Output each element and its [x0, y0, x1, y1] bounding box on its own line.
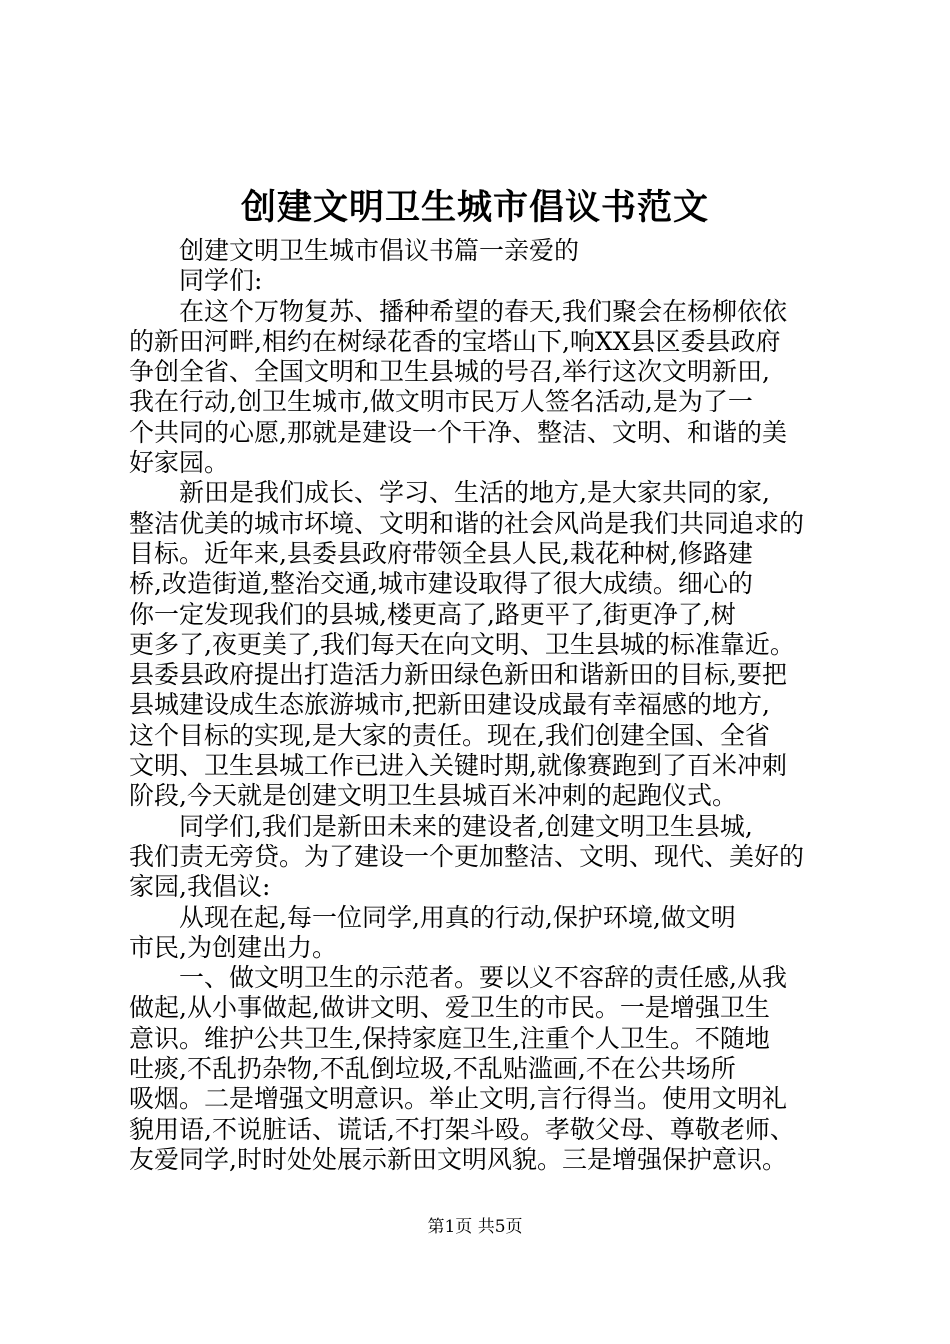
text-line: 从现在起,每一位同学,用真的行动,保护环境,做文明 [179, 902, 736, 932]
text-line: 市民,为创建出力。 [129, 932, 337, 962]
text-line: 我们责无旁贷。为了建设一个更加整洁、文明、现代、美好的 [129, 841, 805, 871]
text-line: 好家园。 [129, 448, 230, 478]
text-line: 县城建设成生态旅游城市,把新田建设成最有幸福感的地方, [129, 690, 770, 720]
text-line: 新田是我们成长、学习、生活的地方,是大家共同的家, [179, 478, 770, 508]
text-line: 争创全省、全国文明和卫生县城的号召,举行这次文明新田, [129, 357, 770, 387]
text-line: 阶段,今天就是创建文明卫生县城百米冲刺的起跑仪式。 [129, 781, 737, 811]
document-body [129, 236, 829, 1175]
text-line: 县委县政府提出打造活力新田绿色新田和谐新田的目标,要把 [129, 660, 787, 690]
text-line: 创建文明卫生城市倡议书篇一亲爱的 [179, 236, 580, 265]
text-line: 吐痰,不乱扔杂物,不乱倒垃圾,不乱贴滥画,不在公共场所 [129, 1054, 736, 1084]
page-footer: 第1页 共5页 [427, 1217, 523, 1237]
text-line: 一、做文明卫生的示范者。要以义不容辞的责任感,从我 [179, 963, 787, 993]
text-line: 做起,从小事做起,做讲文明、爱卫生的市民。一是增强卫生 [129, 993, 770, 1023]
text-line: 整洁优美的城市坏境、文明和谐的社会风尚是我们共同追求的 [129, 508, 805, 538]
text-line: 更多了,夜更美了,我们每天在向文明、卫生县城的标准靠近。 [129, 629, 795, 659]
text-line: 文明、卫生县城工作已进入关键时期,就像赛跑到了百米冲刺 [129, 751, 787, 781]
text-line: 友爱同学,时时处处展示新田文明风貌。三是增强保护意识。 [129, 1144, 787, 1174]
text-line: 我在行动,创卫生城市,做文明市民万人签名活动,是为了一 [129, 387, 753, 417]
text-line: 同学们,我们是新田未来的建设者,创建文明卫生县城, [179, 811, 753, 841]
text-line: 桥,改造街道,整治交通,城市建设取得了很大成绩。细心的 [129, 569, 753, 599]
text-line: 意识。维护公共卫生,保持家庭卫生,注重个人卫生。不随地 [129, 1023, 770, 1053]
text-line: 同学们: [179, 266, 263, 296]
text-line: 家园,我倡议: [129, 872, 271, 902]
text-line: 个共同的心愿,那就是建设一个干净、整洁、文明、和谐的美 [129, 417, 787, 447]
text-line: 的新田河畔,相约在树绿花香的宝塔山下,响XX县区委县政府 [129, 326, 781, 356]
text-line: 这个目标的实现,是大家的责任。现在,我们创建全国、全省 [129, 720, 770, 750]
document-title: 创建文明卫生城市倡议书范文 [240, 187, 709, 228]
text-line: 你一定发现我们的县城,楼更高了,路更平了,街更净了,树 [129, 599, 736, 629]
text-line: 貌用语,不说脏话、谎话,不打架斗殴。孝敬父母、尊敬老师、 [129, 1114, 795, 1144]
text-line: 吸烟。二是增强文明意识。举止文明,言行得当。使用文明礼 [129, 1084, 787, 1114]
text-line: 在这个万物复苏、播种希望的春天,我们聚会在杨柳依依 [179, 296, 787, 326]
text-line: 目标。近年来,县委县政府带领全县人民,栽花种树,修路建 [129, 538, 753, 568]
